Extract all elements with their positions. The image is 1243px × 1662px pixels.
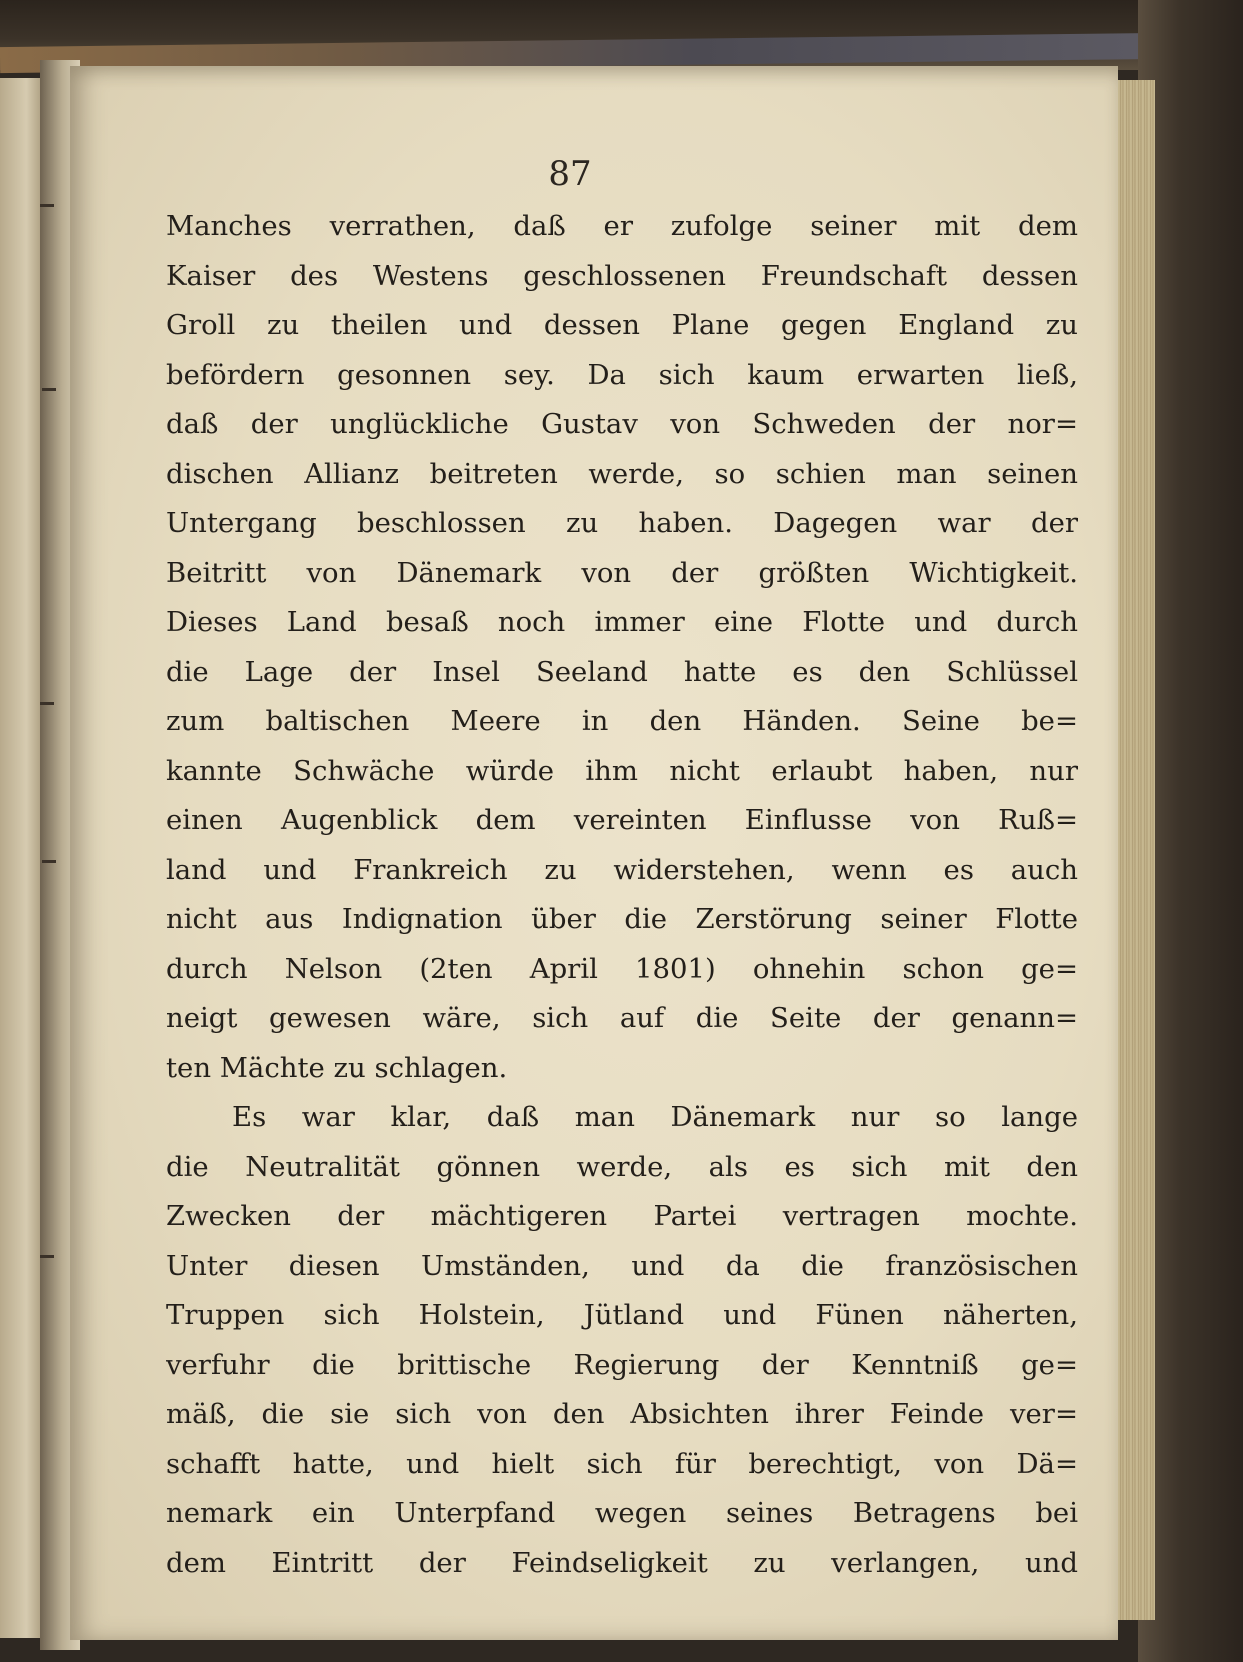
left-page-margin — [0, 78, 44, 1638]
text-line: Groll zu theilen und dessen Plane gegen England zu — [166, 309, 1078, 341]
text-line: Es war klar, daß man Dänemark nur so lange — [232, 1101, 1078, 1133]
text-line: Untergang beschlossen zu haben. Dagegen war der — [166, 507, 1078, 539]
text-line: nicht aus Indignation über die Zerstörung seiner Flotte — [166, 903, 1078, 935]
text-line: Beitritt von Dänemark von der größten Wichtigkeit. — [166, 556, 1078, 589]
margin-mark — [40, 702, 54, 705]
text-line: Dieses Land besaß noch immer eine Flotte und durch — [166, 606, 1078, 638]
text-line: schafft hatte, und hielt sich für berechtigt, von Dä= — [166, 1447, 1078, 1480]
text-line: nemark ein Unterpfand wegen seines Betragens bei — [166, 1497, 1078, 1529]
text-line: Manches verrathen, daß er zufolge seiner mit dem — [166, 210, 1078, 242]
text-line: einen Augenblick dem vereinten Einflusse von Ruß= — [166, 804, 1078, 836]
book-page — [70, 66, 1118, 1640]
text-line: daß der unglückliche Gustav von Schweden der nor= — [166, 408, 1078, 440]
text-line: Truppen sich Holstein, Jütland und Fünen näherten, — [166, 1299, 1078, 1331]
margin-mark — [40, 1255, 54, 1258]
text-line: Kaiser des Westens geschlossenen Freundschaft dessen — [166, 259, 1078, 292]
margin-mark — [40, 204, 54, 207]
text-line: Zwecken der mächtigeren Partei vertragen mochte. — [166, 1200, 1078, 1232]
text-line: Unter diesen Umständen, und da die französischen — [166, 1249, 1078, 1282]
text-line: land und Frankreich zu widerstehen, wenn es auch — [166, 853, 1078, 886]
text-line: ten Mächte zu schlagen. — [166, 1051, 508, 1084]
text-line: die Neutralität gönnen werde, als es sich mit den — [166, 1150, 1078, 1183]
text-line: neigt gewesen wäre, sich auf die Seite der genann= — [166, 1002, 1078, 1034]
page-text — [166, 202, 1078, 1588]
text-line: zum baltischen Meere in den Händen. Seine be= — [166, 705, 1078, 737]
paragraph-1 — [166, 202, 1078, 1093]
text-line: dischen Allianz beitreten werde, so schien man seinen — [166, 457, 1078, 490]
text-line: kannte Schwäche würde ihm nicht erlaubt haben, nur — [166, 754, 1078, 787]
page-edges — [1115, 80, 1155, 1620]
text-line: verfuhr die brittische Regierung der Kenntniß ge= — [166, 1348, 1078, 1381]
margin-mark — [42, 860, 56, 863]
text-line: befördern gesonnen sey. Da sich kaum erwarten ließ, — [166, 358, 1078, 391]
page-number: 87 — [548, 154, 592, 194]
paragraph-2 — [166, 1093, 1078, 1588]
text-line: die Lage der Insel Seeland hatte es den Schlüssel — [166, 655, 1078, 688]
text-line: mäß, die sie sich von den Absichten ihrer Feinde ver= — [166, 1398, 1078, 1430]
margin-mark — [42, 388, 56, 391]
text-line: dem Eintritt der Feindseligkeit zu verlangen, und — [166, 1546, 1078, 1579]
text-line: durch Nelson (2ten April 1801) ohnehin schon ge= — [166, 952, 1078, 985]
